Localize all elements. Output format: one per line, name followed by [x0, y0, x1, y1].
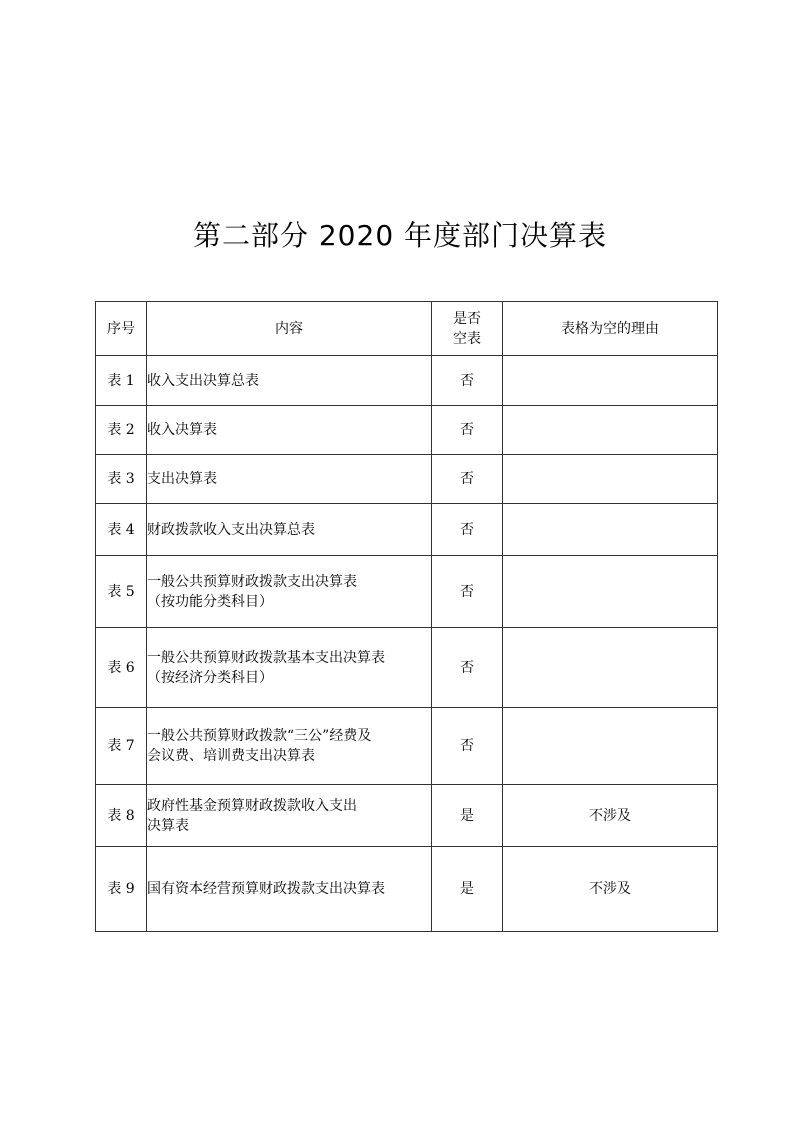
row-content-line1: 收入决算表 [147, 422, 217, 438]
row-content-line1: 收入支出决算总表 [147, 372, 259, 389]
header-is-empty [432, 302, 503, 356]
row-no: 表 7 [96, 708, 147, 785]
row-reason [503, 556, 718, 628]
row-content-line1: 一般公共预算财政拨款基本支出决算表 [147, 649, 385, 666]
page-title: 第二部分 2020 年度部门决算表 [192, 219, 608, 252]
row-no: 表 1 [96, 356, 147, 406]
row-no: 表 2 [96, 406, 147, 455]
row-is-empty: 否 [432, 406, 503, 455]
row-content-line1: 财政拨款收入支出决算总表 [147, 521, 315, 538]
header-is-empty-line1: 是否 [453, 310, 481, 327]
row-content-line1: 支出决算表 [147, 471, 217, 487]
row-content [147, 356, 432, 406]
row-content-line2: （按经济分类科目） [147, 669, 273, 686]
budget-tables-list [95, 301, 718, 932]
table-row [96, 406, 718, 455]
row-reason [503, 406, 718, 455]
row-content [147, 847, 432, 932]
table-row [96, 356, 718, 406]
row-content-line1: 国有资本经营预算财政拨款支出决算表 [147, 881, 385, 897]
row-no: 表 9 [96, 847, 147, 932]
table-row [96, 847, 718, 932]
row-content [147, 455, 432, 504]
table-row [96, 708, 718, 785]
row-is-empty: 否 [432, 504, 503, 556]
row-is-empty: 否 [432, 556, 503, 628]
table-row [96, 785, 718, 847]
row-reason [503, 356, 718, 406]
table-header-row [96, 302, 718, 356]
row-no: 表 4 [96, 504, 147, 556]
row-no: 表 6 [96, 628, 147, 708]
row-content-line1: 政府性基金预算财政拨款收入支出 [147, 797, 357, 814]
table-row [96, 504, 718, 556]
row-content-line2: 会议费、培训费支出决算表 [147, 748, 315, 764]
table-row [96, 628, 718, 708]
row-content [147, 556, 432, 628]
header-no: 序号 [96, 302, 147, 356]
table-row [96, 556, 718, 628]
row-content [147, 708, 432, 785]
row-content [147, 406, 432, 455]
row-reason [503, 708, 718, 785]
row-reason [503, 504, 718, 556]
row-reason: 不涉及 [503, 785, 718, 847]
row-is-empty: 是 [432, 785, 503, 847]
row-content-line2: 决算表 [147, 817, 189, 834]
row-content-line2: （按功能分类科目） [147, 593, 273, 610]
row-no: 表 3 [96, 455, 147, 504]
row-content [147, 504, 432, 556]
row-reason [503, 455, 718, 504]
row-no: 表 8 [96, 785, 147, 847]
header-content: 内容 [147, 302, 432, 356]
header-is-empty-line2: 空表 [453, 330, 481, 347]
row-reason: 不涉及 [503, 847, 718, 932]
row-is-empty: 否 [432, 628, 503, 708]
table-row [96, 455, 718, 504]
row-is-empty: 是 [432, 847, 503, 932]
row-content-line1: 一般公共预算财政拨款“三公”经费及 [147, 728, 372, 744]
row-content [147, 785, 432, 847]
row-content [147, 628, 432, 708]
header-reason: 表格为空的理由 [503, 302, 718, 356]
row-is-empty: 否 [432, 455, 503, 504]
row-content-line1: 一般公共预算财政拨款支出决算表 [147, 573, 357, 590]
row-is-empty: 否 [432, 356, 503, 406]
row-is-empty: 否 [432, 708, 503, 785]
row-no: 表 5 [96, 556, 147, 628]
row-reason [503, 628, 718, 708]
